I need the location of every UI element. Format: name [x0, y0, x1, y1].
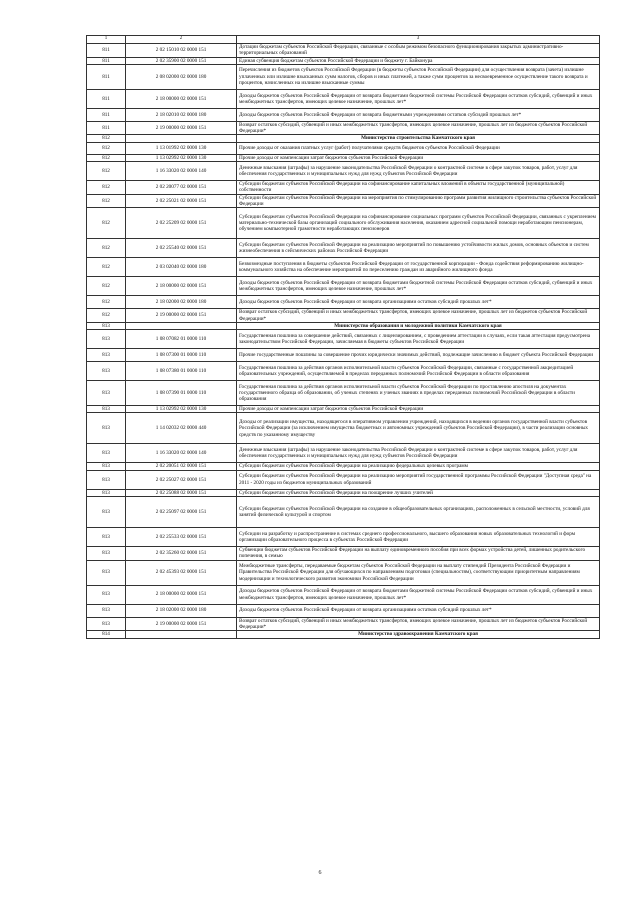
table-row	[87, 528, 600, 547]
admin-code-cell: 812	[87, 296, 126, 309]
revenue-code-cell: 2 18 02010 02 0000 180	[126, 108, 237, 121]
description-cell: Субсидии бюджетам субъектов Российской Федерации на создание в общеобразовательных организациях, расположенных в сельской местности, условий для занятий физической культурой и спортом	[237, 497, 600, 528]
revenue-codes-table	[86, 35, 600, 639]
description-cell: Субсидии бюджетам субъектов Российской Федерации на мероприятия по стимулированию программ развития жилищного строительства субъектов Российской Федерации	[237, 194, 600, 208]
description-cell: Возврат остатков субсидий, субвенций и иных межбюджетных трансфертов, имеющих целевое назначение, прошлых лет из бюджетов субъектов Российской Федерации*	[237, 617, 600, 631]
revenue-code-cell: 2 02 20051 02 0000 151	[126, 463, 237, 470]
header-col-2: 2	[126, 36, 237, 44]
revenue-code-cell: 1 08 07300 01 0000 110	[126, 349, 237, 362]
revenue-code-cell: 2 19 00000 02 0000 151	[126, 121, 237, 135]
description-cell: Возврат остатков субсидий, субвенций и иных межбюджетных трансфертов, имеющих целевое назначение, прошлых лет из бюджетов субъектов Российской Федерации*	[237, 309, 600, 323]
description-cell: Межбюджетные трансферты, передаваемые бюджетам субъектов Российской Федерации на выплату стипендий Президента Российской Федерации и Правительства Российской Федерации для обучающихся по направлениям подготовки (специальностям), соответствующим приоритетным направлениям модернизации и технологического развития экономики Российской Федерации	[237, 560, 600, 585]
description-cell: Доходы бюджетов субъектов Российской Федерации от возврата организациями остатков субсидий прошлых лет*	[237, 296, 600, 309]
admin-code-cell: 811	[87, 64, 126, 89]
revenue-code-cell: 2 18 00000 02 0000 151	[126, 89, 237, 108]
admin-code-cell: 811	[87, 44, 126, 58]
admin-code-cell: 812	[87, 208, 126, 239]
table-header-row	[87, 36, 600, 44]
description-cell: Министерство здравоохранения Камчатского края	[237, 631, 600, 638]
description-cell: Министерство образования и молодежной политики Камчатского края	[237, 322, 600, 329]
description-cell: Доходы от реализации имущества, находящегося в оперативном управлении учреждений, находящихся в ведении органов государственной власти субъектов Российской Федерации (за исключением имущества бюджетных и автономных учреждений субъектов Российской Федерации), в части реализации основных средств по указанному имуществу	[237, 413, 600, 444]
table-row	[87, 89, 600, 108]
table-row	[87, 381, 600, 406]
description-cell: Субсидии бюджетам субъектов Российской Федерации на реализацию мероприятий по повышению устойчивости жилых домов, основных объектов и систем жизнеобеспечения в сейсмических районах Российской Федерации	[237, 239, 600, 258]
admin-code-cell: 813	[87, 585, 126, 604]
admin-code-cell: 813	[87, 604, 126, 617]
description-cell: Субсидии на разработку и распространение в системах среднего профессионального, высшего образования новых образовательных технологий и форм организации образовательного процесса в субъектах Российской Федерации	[237, 528, 600, 547]
description-cell: Государственная пошлина за совершение действий, связанных с лицензированием, с проведением аттестации в случаях, если такая аттестация предусмотрена законодательством Российской Федерации, зачисляемая в бюджеты субъектов Российской Федерации	[237, 330, 600, 349]
description-cell: Дотации бюджетам субъектов Российской Федерации, связанные с особым режимом безопасного функционирования закрытых административно-территориальных образований	[237, 44, 600, 58]
admin-code-cell: 812	[87, 154, 126, 161]
revenue-code-cell	[126, 631, 237, 638]
revenue-code-cell: 1 13 02992 02 0000 130	[126, 154, 237, 161]
table-row	[87, 309, 600, 323]
table-row	[87, 277, 600, 296]
revenue-code-cell: 2 18 02000 02 0000 180	[126, 296, 237, 309]
table-row	[87, 604, 600, 617]
table-row	[87, 258, 600, 277]
admin-code-cell: 812	[87, 135, 126, 142]
revenue-code-cell: 2 02 45393 02 0000 151	[126, 560, 237, 585]
revenue-code-cell: 2 18 00000 02 0000 151	[126, 277, 237, 296]
admin-code-cell: 813	[87, 470, 126, 489]
table-row	[87, 470, 600, 489]
admin-code-cell: 811	[87, 89, 126, 108]
admin-code-cell: 811	[87, 121, 126, 135]
revenue-code-cell: 2 02 25027 02 0000 151	[126, 470, 237, 489]
admin-code-cell: 812	[87, 194, 126, 208]
admin-code-cell: 812	[87, 309, 126, 323]
revenue-code-cell: 2 02 25097 02 0000 151	[126, 497, 237, 528]
table-row	[87, 64, 600, 89]
admin-code-cell: 813	[87, 381, 126, 406]
revenue-code-cell: 1 16 33020 02 0000 140	[126, 444, 237, 463]
header-col-1: 1	[87, 36, 126, 44]
description-cell: Субвенции бюджетам субъектов Российской Федерации на выплату единовременного пособия при всех формах устройства детей, лишенных родительского попечения, в семью	[237, 547, 600, 561]
table-row	[87, 444, 600, 463]
table-row	[87, 296, 600, 309]
revenue-code-cell: 1 16 33020 02 0000 140	[126, 162, 237, 181]
admin-code-cell: 811	[87, 108, 126, 121]
description-cell: Субсидии бюджетам субъектов Российской Федерации на поощрение лучших учителей	[237, 489, 600, 496]
revenue-code-cell: 2 02 20077 02 0000 151	[126, 181, 237, 195]
description-cell: Министерство строительства Камчатского края	[237, 135, 600, 142]
admin-code-cell: 813	[87, 617, 126, 631]
admin-code-cell: 813	[87, 349, 126, 362]
description-cell: Безвозмездные поступления в бюджеты субъектов Российской Федерации от государственной корпорации - Фонда содействия реформированию жилищно-коммунального хозяйства на обеспечение мероприятий по переселению граждан из аварийного жилищного фонда	[237, 258, 600, 277]
admin-code-cell: 812	[87, 181, 126, 195]
revenue-code-cell: 1 13 01992 02 0000 130	[126, 142, 237, 154]
admin-code-cell: 813	[87, 444, 126, 463]
description-cell: Субсидии бюджетам субъектов Российской Федерации на софинансирование капитальных вложений в объекты государственной (муниципальной) собственности	[237, 181, 600, 195]
description-cell: Доходы бюджетов субъектов Российской Федерации от возврата бюджетами бюджетной системы Российской Федерации остатков субсидий, субвенций и иных межбюджетных трансфертов, имеющих целевое назначение, прошлых лет*	[237, 585, 600, 604]
table-row	[87, 406, 600, 413]
revenue-code-cell: 2 02 15010 02 0000 151	[126, 44, 237, 58]
admin-code-cell: 811	[87, 57, 126, 64]
revenue-code-cell: 1 14 02032 02 0000 440	[126, 413, 237, 444]
description-cell: Доходы бюджетов субъектов Российской Федерации от возврата организациями остатков субсидий прошлых лет*	[237, 604, 600, 617]
description-cell: Прочие доходы от оказания платных услуг (работ) получателями средств бюджетов субъектов Российской Федерации	[237, 142, 600, 154]
table-row	[87, 489, 600, 496]
admin-code-cell: 813	[87, 547, 126, 561]
table-row	[87, 362, 600, 381]
admin-code-cell: 812	[87, 239, 126, 258]
admin-code-cell: 813	[87, 322, 126, 329]
table-row	[87, 349, 600, 362]
page-number: 6	[318, 870, 322, 876]
revenue-code-cell: 2 02 35260 02 0000 151	[126, 547, 237, 561]
table-row	[87, 181, 600, 195]
revenue-code-cell	[126, 135, 237, 142]
revenue-code-cell: 2 02 25021 02 0000 151	[126, 194, 237, 208]
revenue-code-cell: 2 08 02000 02 0000 180	[126, 64, 237, 89]
admin-code-cell: 814	[87, 631, 126, 638]
revenue-code-cell: 2 18 02000 02 0000 180	[126, 604, 237, 617]
admin-code-cell: 813	[87, 528, 126, 547]
revenue-code-cell: 1 08 07390 01 0000 110	[126, 381, 237, 406]
revenue-code-cell: 2 02 25533 02 0000 151	[126, 528, 237, 547]
table-row	[87, 585, 600, 604]
admin-code-cell: 812	[87, 277, 126, 296]
description-cell: Перечисления из бюджетов субъектов Российской Федерации (в бюджеты субъектов Российской Федерации) для осуществления возврата (зачета) излишне уплаченных или излишне взысканных сумм налогов, сборов и иных платежей, а также сумм процентов за несвоевременное осуществление такого возврата и процентов, начисленных на излишне взысканные суммы	[237, 64, 600, 89]
revenue-code-cell: 1 08 07082 01 0000 110	[126, 330, 237, 349]
section-header-row	[87, 631, 600, 638]
table-row	[87, 121, 600, 135]
admin-code-cell: 813	[87, 362, 126, 381]
table-row	[87, 560, 600, 585]
table-row	[87, 44, 600, 58]
revenue-code-cell: 2 02 25088 02 0000 151	[126, 489, 237, 496]
admin-code-cell: 813	[87, 489, 126, 496]
table-row	[87, 154, 600, 161]
table-row	[87, 497, 600, 528]
table-row	[87, 617, 600, 631]
admin-code-cell: 813	[87, 463, 126, 470]
table-row	[87, 162, 600, 181]
revenue-code-cell: 2 19 00000 02 0000 151	[126, 309, 237, 323]
admin-code-cell: 813	[87, 497, 126, 528]
description-cell: Доходы бюджетов субъектов Российской Федерации от возврата бюджетами бюджетной системы Российской Федерации остатков субсидий, субвенций и иных межбюджетных трансфертов, имеющих целевое назначение, прошлых лет*	[237, 89, 600, 108]
description-cell: Государственная пошлина за действия органов исполнительной власти субъектов Российской Федерации по проставлению апостиля на документах государственного образца об образовании, об ученых степенях и ученых званиях в пределах переданных полномочий Российской Федерации в области образования	[237, 381, 600, 406]
description-cell: Денежные взыскания (штрафы) за нарушение законодательства Российской Федерации о контрактной системе в сфере закупок товаров, работ, услуг для обеспечения государственных и муниципальных нужд для нужд субъектов Российской Федерации	[237, 444, 600, 463]
description-cell: Прочие государственные пошлины за совершение прочих юридически значимых действий, подлежащие зачислению в бюджет субъекта Российской Федерации	[237, 349, 600, 362]
description-cell: Субсидии бюджетам субъектов Российской Федерации на реализацию федеральных целевых программ	[237, 463, 600, 470]
table-body	[87, 36, 600, 639]
header-col-3: 3	[237, 36, 600, 44]
revenue-code-cell: 1 08 07380 01 0000 110	[126, 362, 237, 381]
table-row	[87, 57, 600, 64]
admin-code-cell: 813	[87, 560, 126, 585]
table-row	[87, 330, 600, 349]
revenue-code-cell: 2 02 25209 02 0000 151	[126, 208, 237, 239]
revenue-code-cell: 2 19 00000 02 0000 151	[126, 617, 237, 631]
revenue-code-cell: 2 03 02040 02 0000 180	[126, 258, 237, 277]
table-row	[87, 463, 600, 470]
description-cell: Денежные взыскания (штрафы) за нарушение законодательства Российской Федерации о контрактной системе в сфере закупок товаров, работ, услуг для обеспечения государственных и муниципальных нужд для нужд субъектов Российской Федерации	[237, 162, 600, 181]
table-row	[87, 413, 600, 444]
revenue-code-cell: 2 02 25540 02 0000 151	[126, 239, 237, 258]
description-cell: Доходы бюджетов субъектов Российской Федерации от возврата бюджетными учреждениями остатков субсидий прошлых лет*	[237, 108, 600, 121]
description-cell: Прочие доходы от компенсации затрат бюджетов субъектов Российской Федерации	[237, 406, 600, 413]
table-row	[87, 108, 600, 121]
section-header-row	[87, 135, 600, 142]
admin-code-cell: 813	[87, 413, 126, 444]
table-row	[87, 142, 600, 154]
table-row	[87, 547, 600, 561]
description-cell: Субсидии бюджетам субъектов Российской Федерации на реализацию мероприятий государственной программы Российской Федерации "Доступная среда" на 2011 - 2020 годы из бюджетов муниципальных образований	[237, 470, 600, 489]
document-sheet	[86, 35, 598, 639]
description-cell: Субсидии бюджетам субъектов Российской Федерации на софинансирование социальных программ субъектов Российской Федерации, связанных с укреплением материально-технической базы организаций социального обслуживания населения, оказанием адресной социальной помощи неработающим пенсионерам, обучением компьютерной грамотности неработающих пенсионеров	[237, 208, 600, 239]
description-cell: Доходы бюджетов субъектов Российской Федерации от возврата бюджетами бюджетной системы Российской Федерации остатков субсидий, субвенций и иных межбюджетных трансфертов, имеющих целевое назначение, прошлых лет*	[237, 277, 600, 296]
admin-code-cell: 813	[87, 330, 126, 349]
admin-code-cell: 812	[87, 162, 126, 181]
description-cell: Прочие доходы от компенсации затрат бюджетов субъектов Российской Федерации	[237, 154, 600, 161]
table-row	[87, 208, 600, 239]
admin-code-cell: 813	[87, 406, 126, 413]
revenue-code-cell: 2 18 00000 02 0000 151	[126, 585, 237, 604]
description-cell: Государственная пошлина за действия органов исполнительной власти субъектов Российской Федерации, связанные с государственной аккредитацией образовательных учреждений, осуществляемой в пределах переданных полномочий Российской Федерации в области образования	[237, 362, 600, 381]
revenue-code-cell: 1 13 02992 02 0000 130	[126, 406, 237, 413]
admin-code-cell: 812	[87, 142, 126, 154]
revenue-code-cell: 2 02 35900 02 0000 151	[126, 57, 237, 64]
description-cell: Единая субвенция бюджетам субъектов Российской Федерации и бюджету г. Байконура	[237, 57, 600, 64]
description-cell: Возврат остатков субсидий, субвенций и иных межбюджетных трансфертов, имеющих целевое назначение, прошлых лет из бюджетов субъектов Российской Федерации*	[237, 121, 600, 135]
revenue-code-cell	[126, 322, 237, 329]
admin-code-cell: 812	[87, 258, 126, 277]
table-row	[87, 194, 600, 208]
table-row	[87, 239, 600, 258]
section-header-row	[87, 322, 600, 329]
